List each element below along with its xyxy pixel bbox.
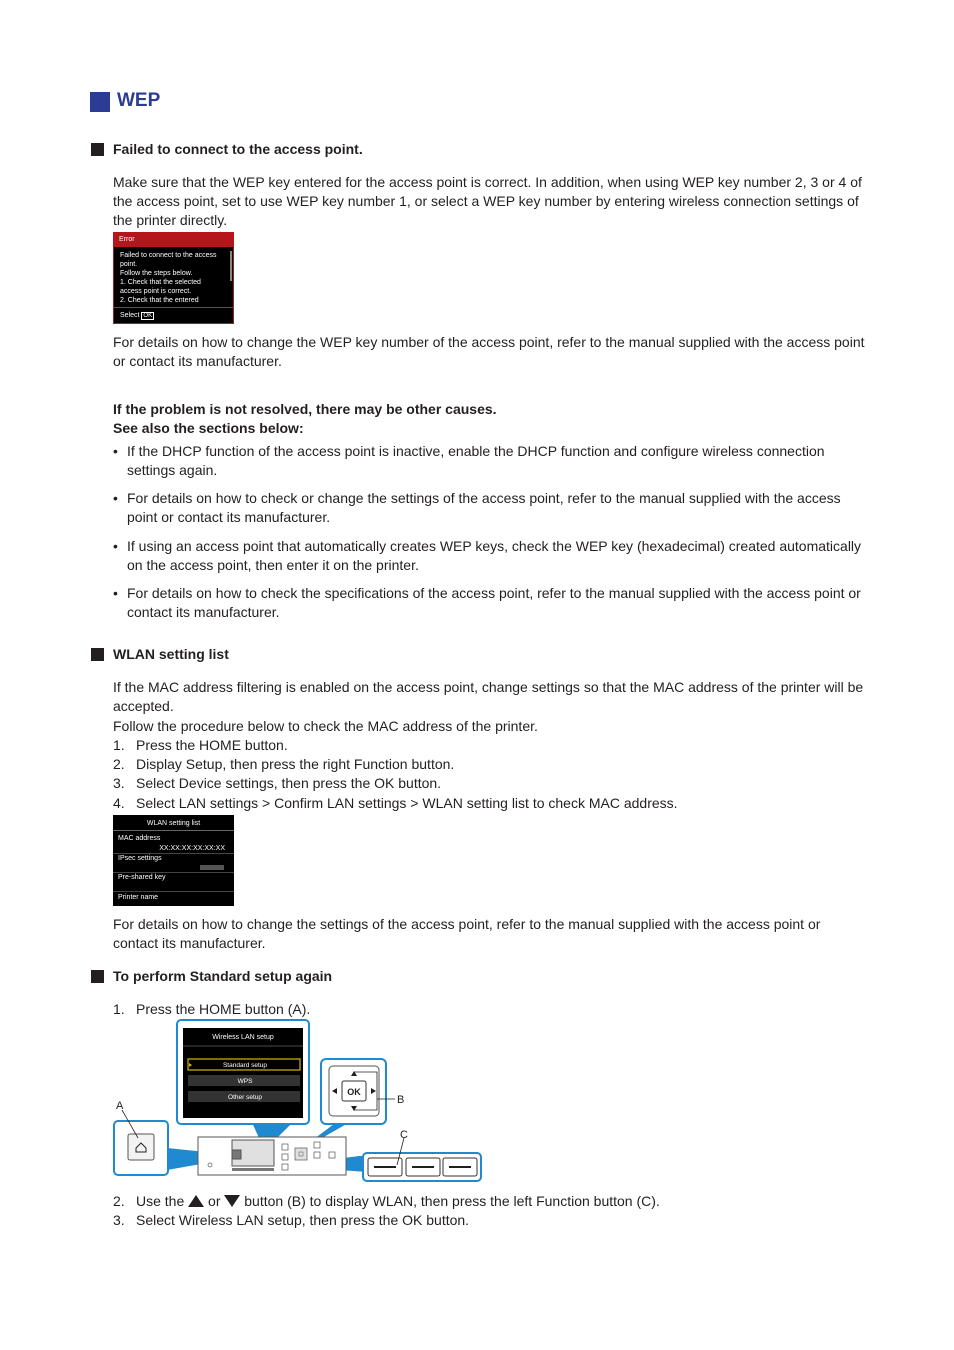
- error-screen-header: Error: [114, 233, 233, 247]
- step-number: 2.: [113, 1193, 125, 1209]
- mac-value: XX:XX:XX:XX:XX:XX: [159, 845, 225, 852]
- list-item: [113, 774, 868, 793]
- error-line: 1. Check that the selected: [120, 279, 201, 286]
- step-number: 1.: [113, 1001, 125, 1017]
- paragraph: If the MAC address filtering is enabled on the access point, change settings so that the MAC address of the printer will be accepted.: [113, 679, 864, 715]
- section-square-icon: [91, 143, 104, 156]
- wlan-list-screen-image: [113, 815, 234, 906]
- section-square-icon: [91, 648, 104, 661]
- list-item: [113, 1000, 868, 1019]
- divider: [113, 891, 234, 892]
- step-number: 2.: [113, 756, 125, 772]
- step-text: Select Device settings, then press the OK button.: [136, 775, 442, 791]
- printer-name-label: Printer name: [118, 894, 159, 901]
- divider: [113, 830, 234, 831]
- option-other-setup: Other setup: [228, 1094, 262, 1101]
- error-line: Follow the steps below.: [120, 270, 193, 277]
- error-screen-footer: [120, 311, 154, 320]
- label-a: A: [116, 1100, 124, 1112]
- step-text: Select LAN settings > Confirm LAN settings > WLAN setting list to check MAC address.: [136, 795, 678, 811]
- bullet-item: • If using an access point that automatically creates WEP keys, check the WEP key (hexadecimal) created automatically on the access point, then enter it on the printer.: [113, 537, 868, 575]
- diagram-screen-title: Wireless LAN setup: [212, 1034, 274, 1041]
- paragraph: For details on how to change the settings of the access point, refer to the manual supplied with the access point or contact its manufacturer.: [113, 916, 821, 952]
- wlan-screen-header: WLAN setting list: [146, 820, 201, 827]
- section-heading-failed-connect: Failed to connect to the access point.: [113, 141, 363, 157]
- label-b: B: [397, 1094, 405, 1106]
- error-line: point.: [120, 261, 138, 268]
- control-panel-diagram: [105, 1018, 485, 1186]
- step-text: button (B) to display WLAN, then press the left Function button (C).: [244, 1193, 660, 1209]
- down-triangle-icon: [224, 1195, 240, 1207]
- option-standard-setup: Standard setup: [222, 1062, 268, 1069]
- list-item: [113, 755, 868, 774]
- other-causes-line2: See also the sections below:: [113, 420, 304, 436]
- panel-ok-button: [295, 1148, 307, 1160]
- step-text: Use the: [136, 1193, 185, 1209]
- ok-button-label: OK: [347, 1087, 361, 1097]
- step-number: 1.: [113, 737, 125, 753]
- list-item: [113, 1211, 868, 1230]
- list-item: [113, 1192, 868, 1211]
- divider: [114, 307, 233, 308]
- section-heading-standard-setup: To perform Standard setup again: [113, 968, 333, 984]
- psk-label: Pre-shared key: [118, 874, 166, 881]
- step-text: Press the HOME button.: [136, 737, 288, 753]
- ipsec-label: IPsec settings: [118, 855, 162, 862]
- title-square-icon: [90, 92, 110, 112]
- section-square-icon: [91, 970, 104, 983]
- label-c: C: [400, 1129, 408, 1141]
- list-item: [113, 794, 868, 813]
- scrollbar: [230, 251, 232, 281]
- control-panel-svg: [105, 1018, 485, 1186]
- home-button: [128, 1134, 154, 1160]
- other-causes-line1: If the problem is not resolved, there may be other causes.: [113, 401, 497, 417]
- up-triangle-icon: [188, 1195, 204, 1207]
- mac-label: MAC address: [118, 835, 161, 842]
- option-wps: WPS: [237, 1078, 253, 1085]
- paragraph: Follow the procedure below to check the MAC address of the printer.: [113, 718, 538, 734]
- paragraph: For details on how to change the WEP key number of the access point, refer to the manual supplied with the access point or contact its manufacturer.: [113, 334, 865, 370]
- list-item: [113, 736, 868, 755]
- step-text: or: [208, 1193, 221, 1209]
- bullet-item: • For details on how to check or change the settings of the access point, refer to the manual supplied with the access point or contact its manufacturer.: [113, 489, 868, 527]
- step-number: 3.: [113, 775, 125, 791]
- step-number: 3.: [113, 1212, 125, 1228]
- footer-select-label: Select: [120, 312, 140, 319]
- error-line: 2. Check that the entered: [120, 297, 199, 304]
- step-text: Press the HOME button (A).: [136, 1001, 311, 1017]
- page-title: WEP: [117, 90, 161, 111]
- ok-icon: OK: [143, 313, 153, 319]
- error-line: access point is correct.: [120, 288, 192, 295]
- error-screen-body: [114, 247, 233, 305]
- bullet-item: • If the DHCP function of the access point is inactive, enable the DHCP function and configure wireless connection settings again.: [113, 442, 868, 480]
- error-screen-image: [113, 232, 234, 324]
- blurred-value: [200, 865, 224, 870]
- bullet-item: • For details on how to check the specifications of the access point, refer to the manual supplied with the access point or contact its manufacturer.: [113, 584, 868, 622]
- step-text: Select Wireless LAN setup, then press the OK button.: [136, 1212, 470, 1228]
- error-line: Failed to connect to the access: [120, 252, 217, 259]
- paragraph: Make sure that the WEP key entered for the access point is correct. In addition, when using WEP key number 2, 3 or 4 of the access point, set to use WEP key number 1, or select a WEP key number by entering wireless connection settings of the printer directly.: [113, 174, 862, 229]
- step-number: 4.: [113, 795, 125, 811]
- panel-home-button: [232, 1150, 241, 1159]
- step-text: Display Setup, then press the right Function button.: [136, 756, 455, 772]
- section-heading-wlan-list: WLAN setting list: [113, 646, 229, 662]
- wlan-setup-screen: [183, 1028, 303, 1118]
